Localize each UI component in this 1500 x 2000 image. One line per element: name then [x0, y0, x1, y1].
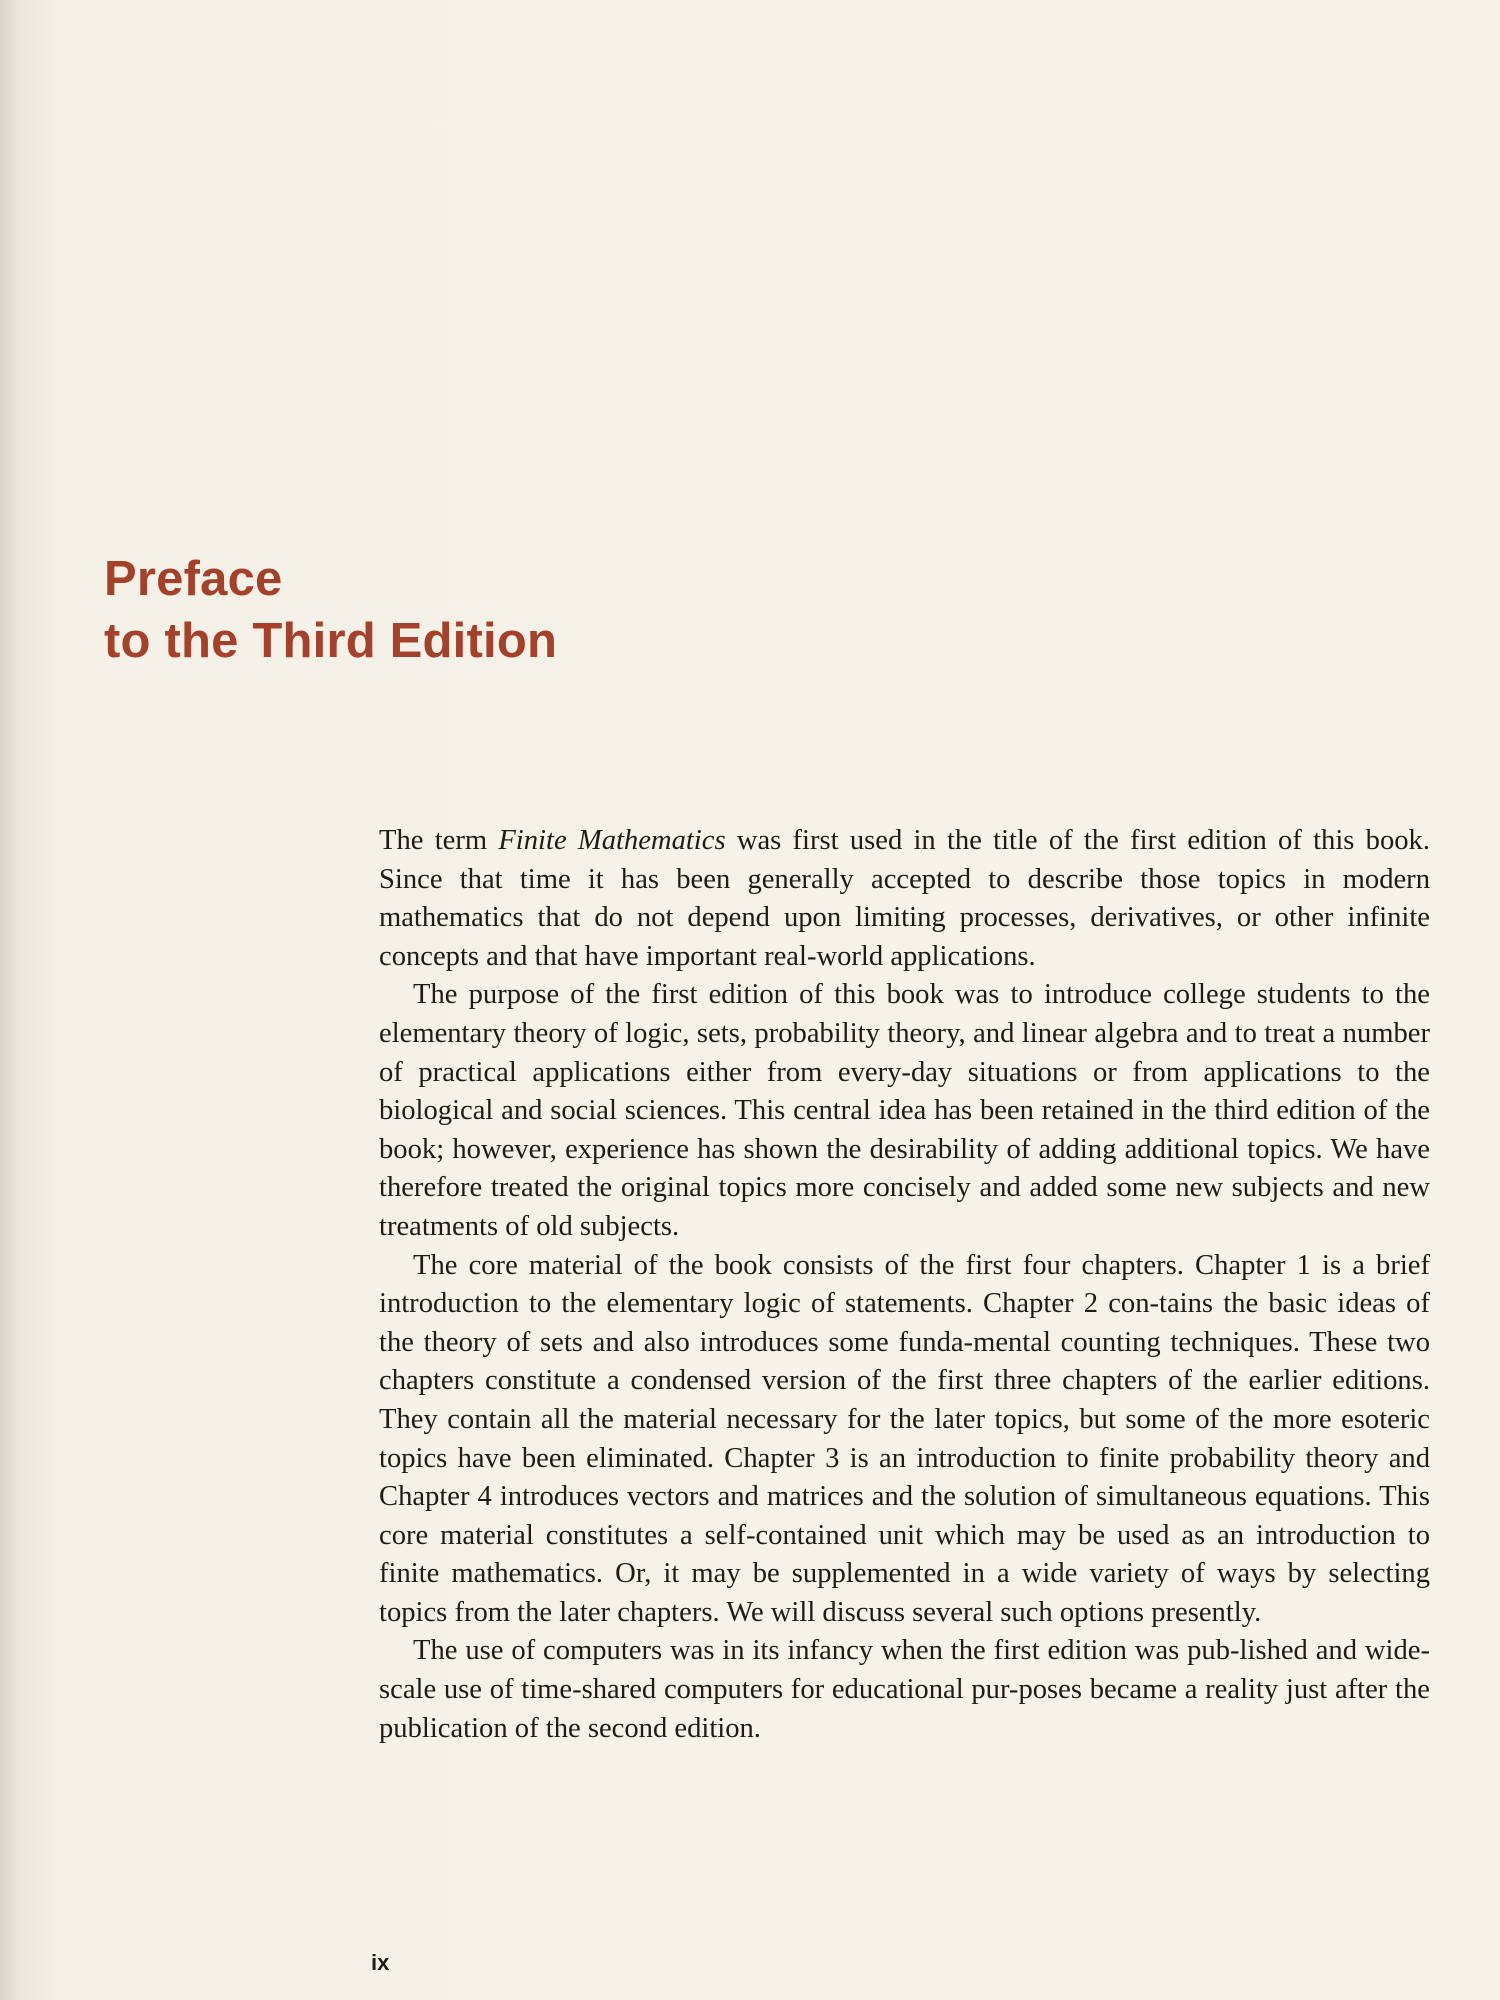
title-line-2: to the Third Edition [104, 614, 558, 668]
paragraph-1-rest: was first used in the title of the first edition of this book. Since that time it has been generally accepted to describe those topics in modern mathematics that do not depend upon limiting processes, derivatives, or other infinite concepts and that have important real-world applications. [379, 825, 1430, 972]
paragraph-1-italic: Finite Mathematics [498, 825, 726, 856]
title-line-1: Preface [104, 552, 283, 606]
paragraph-1 [379, 822, 1430, 976]
page-number: ix [371, 1950, 390, 1975]
paragraph-1-lead: The term [379, 825, 499, 856]
paragraph-2: The purpose of the first edition of this book was to introduce college students to the elementary theory of logic, sets, probability theory, and linear algebra and to treat a number of practical applications either from every-day situations or from applications to the biological and social sciences. This central idea has been retained in the third edition of the book; however, experience has shown the desirability of adding additional topics. We have therefore treated the original topics more concisely and added some new subjects and new treatments of old subjects. [379, 979, 1430, 1242]
paragraph-3: The core material of the book consists of the first four chapters. Chapter 1 is a brief introduction to the elementary logic of statements. Chapter 2 con-tains the basic ideas of the theory of sets and also introduces some funda-mental counting techniques. These two chapters constitute a condensed version of the first three chapters of the earlier editions. They contain all the material necessary for the later topics, but some of the more esoteric topics have been eliminated. Chapter 3 is an introduction to finite probability theory and Chapter 4 introduces vectors and matrices and the solution of simultaneous equations. This core material constitutes a self-contained unit which may be used as an introduction to finite mathematics. Or, it may be supplemented in a wide variety of ways by selecting topics from the later chapters. We will discuss several such options presently. [379, 1249, 1430, 1628]
preface-body [379, 822, 1430, 1748]
page-title [104, 548, 557, 672]
paragraph-4: The use of computers was in its infancy when the first edition was pub-lished and wide-scale use of time-shared computers for educational pur-poses became a reality just after the publication of the second edition. [379, 1635, 1430, 1744]
